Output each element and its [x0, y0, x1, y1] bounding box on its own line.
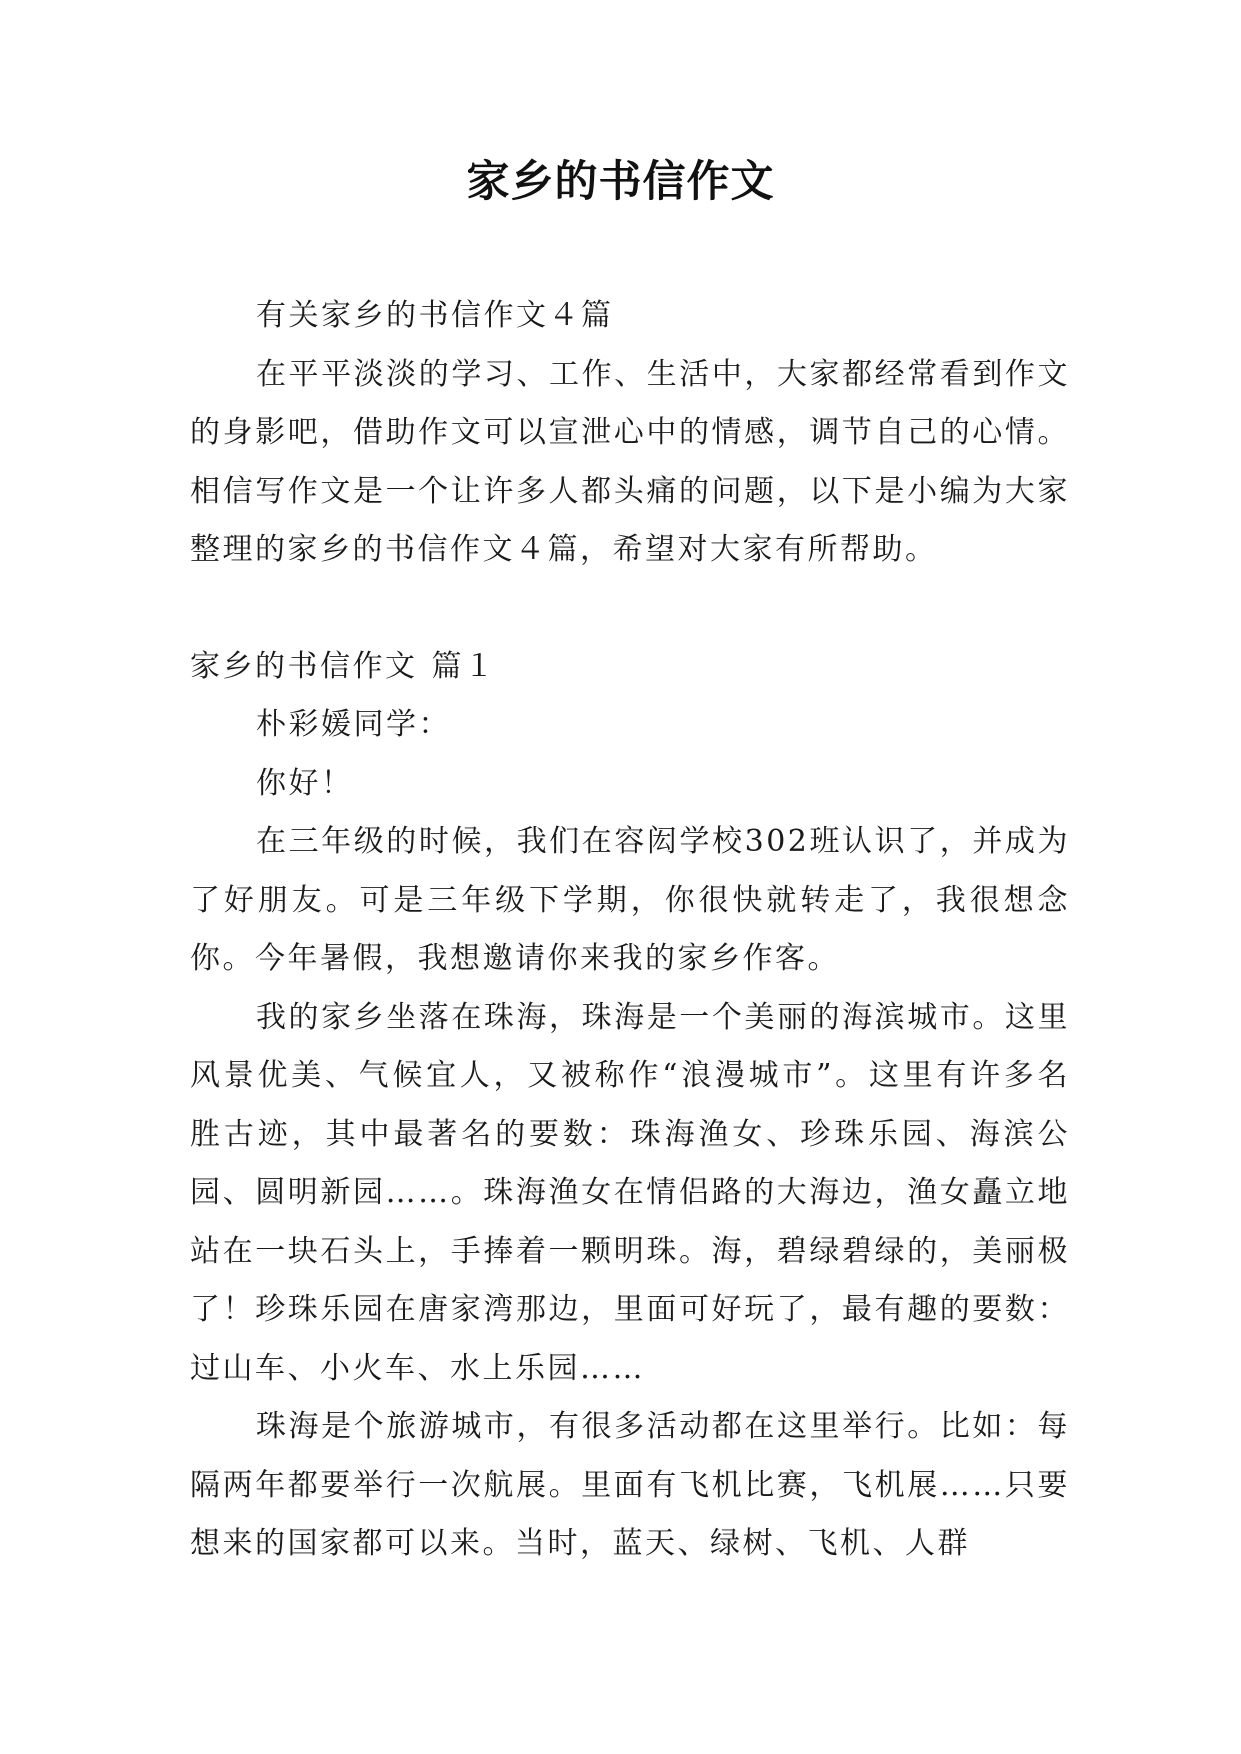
letter-paragraph: 我的家乡坐落在珠海，珠海是一个美丽的海滨城市。这里风景优美、气候宜人，又被称作“浪漫城市”。这里有许多名胜古迹，其中最著名的要数：珠海渔女、珍珠乐园、海滨公园、圆明新园……。珠海渔女在情侣路的大海边，渔女矗立地站在一块石头上，手捧着一颗明珠。海，碧绿碧绿的，美丽极了！珍珠乐园在唐家湾那边，里面可好玩了，最有趣的要数：过山车、小火车、水上乐园…… — [190, 999, 1070, 1386]
document-title: 家乡的书信作文 — [466, 157, 775, 207]
letter-paragraph: 珠海是个旅游城市，有很多活动都在这里举行。比如：每隔两年都要举行一次航展。里面有飞机比赛，飞机展……只要想来的国家都可以来。当时，蓝天、绿树、飞机、人群 — [190, 1409, 1070, 1561]
letter-greeting: 你好！ — [256, 765, 354, 801]
section-heading — [190, 638, 1070, 697]
letter-salutation: 朴彩媛同学： — [256, 707, 451, 742]
section-heading-part: 篇１ — [431, 648, 497, 684]
intro-paragraph: 在平平淡淡的学习、工作、生活中，大家都经常看到作文的身影吧，借助作文可以宣泄心中的情感，调节自己的心情。相信写作文是一个让许多人都头痛的问题，以下是小编为大家整理的家乡的书信作文４篇，希望对大家有所帮助。 — [190, 356, 1070, 567]
intro-subtitle: 有关家乡的书信作文４篇 — [256, 298, 614, 333]
document-body — [190, 287, 1070, 1574]
letter-paragraph: 在三年级的时候，我们在容闳学校302班认识了，并成为了好朋友。可是三年级下学期，你很快就转走了，我很想念你。今年暑假，我想邀请你来我的家乡作客。 — [190, 824, 1070, 976]
section-heading-main: 家乡的书信作文 — [190, 648, 418, 684]
